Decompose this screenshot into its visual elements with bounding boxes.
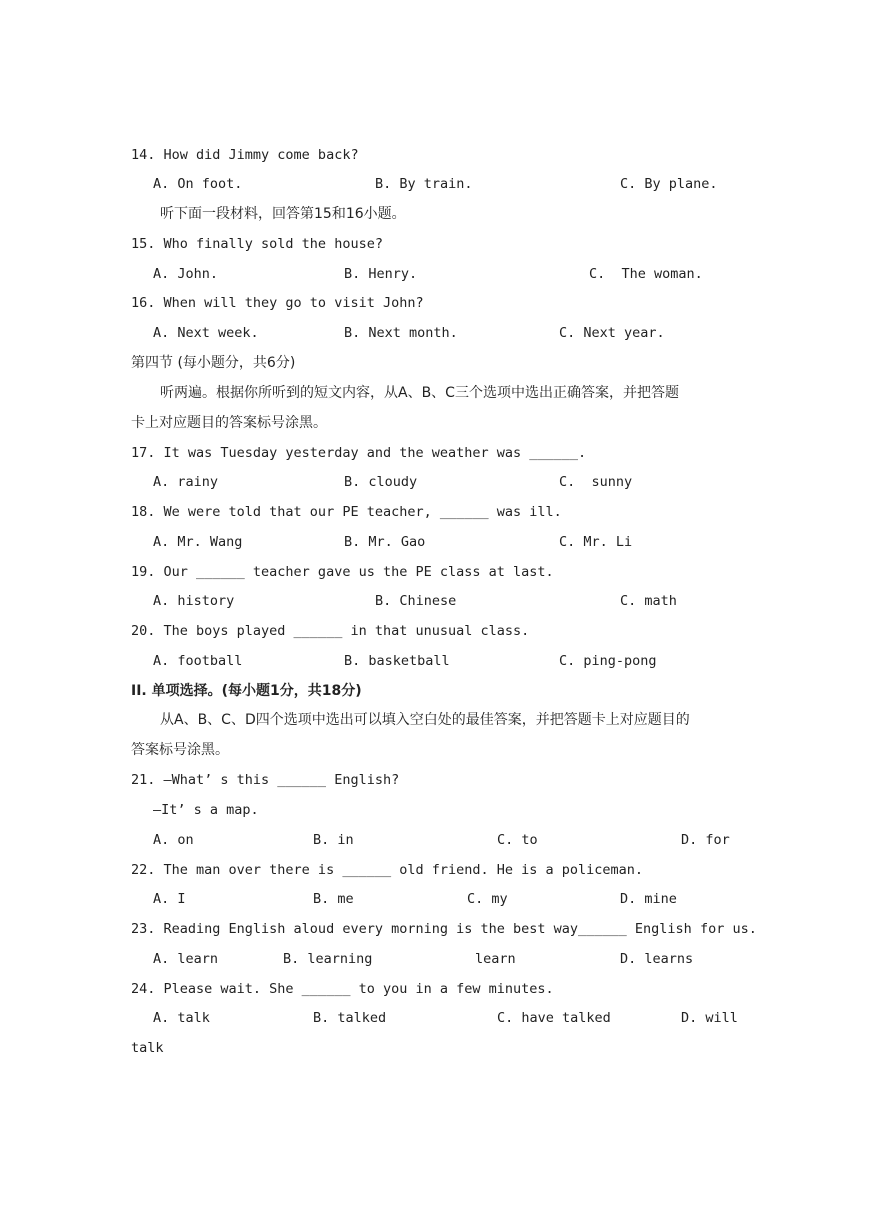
question-18-option-a: A. Mr. Wang: [153, 534, 243, 550]
question-22-option-b: B. me: [313, 891, 354, 907]
question-22-option-a: A. I: [153, 891, 186, 907]
question-19-option-c: C. math: [620, 593, 677, 609]
question-19-option-a: A. history: [153, 593, 235, 609]
part-2-title: II. 单项选择。(每小题1分，共18分): [131, 683, 362, 699]
section-4-title: 第四节 (每小题分，共6分): [131, 355, 296, 371]
question-17-stem: 17. It was Tuesday yesterday and the weather was ______.: [131, 445, 587, 461]
question-21-option-a: A. on: [153, 832, 194, 848]
question-23-option-b: B. learning: [283, 951, 373, 967]
question-16-stem: 16. When will they go to visit John?: [131, 295, 424, 311]
question-16-option-a: A. Next week.: [153, 325, 259, 341]
question-22-option-d: D. mine: [620, 891, 677, 907]
question-17-option-b: B. cloudy: [344, 474, 418, 490]
question-24-option-d: D. will: [681, 1010, 738, 1026]
question-17-option-a: A. rainy: [153, 474, 219, 490]
question-19-option-b: B. Chinese: [375, 593, 457, 609]
question-22-stem: 22. The man over there is ______ old friend. He is a policeman.: [131, 862, 644, 878]
question-22-option-c: C. my: [467, 891, 508, 907]
part-2-instruction-line2: 答案标号涂黑。: [131, 742, 229, 758]
question-17-option-c: C. sunny: [559, 474, 633, 490]
question-23-stem: 23. Reading English aloud every morning is the best way______ English for us.: [131, 921, 757, 937]
question-16-option-b: B. Next month.: [344, 325, 458, 341]
question-14-stem: 14. How did Jimmy come back?: [131, 147, 359, 163]
question-21-option-d: D. for: [681, 832, 730, 848]
question-18-stem: 18. We were told that our PE teacher, ______ was ill.: [131, 504, 562, 520]
question-20-option-c: C. ping-pong: [559, 653, 657, 669]
question-20-stem: 20. The boys played ______ in that unusual class.: [131, 623, 530, 639]
question-19-stem: 19. Our ______ teacher gave us the PE class at last.: [131, 564, 554, 580]
question-24-stem: 24. Please wait. She ______ to you in a few minutes.: [131, 981, 554, 997]
question-20-option-b: B. basketball: [344, 653, 450, 669]
question-15-stem: 15. Who finally sold the house?: [131, 236, 383, 252]
section-4-instruction-line2: 卡上对应题目的答案标号涂黑。: [131, 415, 327, 431]
question-16-option-c: C. Next year.: [559, 325, 665, 341]
question-23-option-a: A. learn: [153, 951, 219, 967]
question-21-stem: 21. —What’ s this ______ English?: [131, 772, 400, 788]
instruction-15-16: 听下面一段材料，回答第15和16小题。: [160, 206, 406, 222]
question-24-option-b: B. talked: [313, 1010, 387, 1026]
question-15-option-a: A. John.: [153, 266, 219, 282]
question-18-option-c: C. Mr. Li: [559, 534, 633, 550]
part-2-instruction-line1: 从A、B、C、D四个选项中选出可以填入空白处的最佳答案，并把答题卡上对应题目的: [160, 712, 690, 728]
question-14-option-c: C. By plane.: [620, 176, 718, 192]
question-23-option-c: learn: [475, 951, 516, 967]
question-24-option-c: C. have talked: [497, 1010, 611, 1026]
question-24-option-a: A. talk: [153, 1010, 210, 1026]
section-4-instruction-line1: 听两遍。根据你所听到的短文内容，从A、B、C三个选项中选出正确答案，并把答题: [160, 385, 679, 401]
question-20-option-a: A. football: [153, 653, 243, 669]
question-18-option-b: B. Mr. Gao: [344, 534, 426, 550]
question-21-option-b: B. in: [313, 832, 354, 848]
question-21-stem-response: —It’ s a map.: [153, 802, 259, 818]
question-15-option-b: B. Henry.: [344, 266, 418, 282]
question-15-option-c: C. The woman.: [589, 266, 703, 282]
question-21-option-c: C. to: [497, 832, 538, 848]
question-14-option-b: B. By train.: [375, 176, 473, 192]
question-23-option-d: D. learns: [620, 951, 694, 967]
question-24-option-d-wrap: talk: [131, 1040, 164, 1056]
question-14-option-a: A. On foot.: [153, 176, 243, 192]
